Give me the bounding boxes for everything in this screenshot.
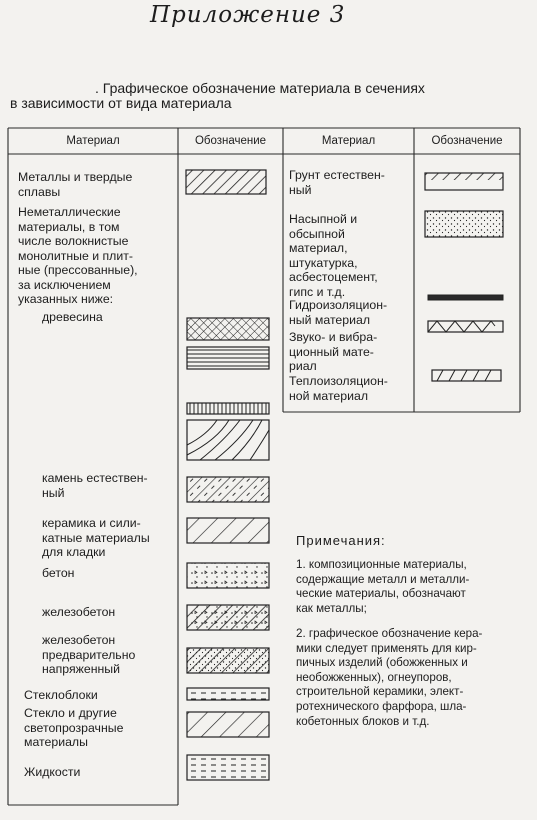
symbol-glassblocks: [187, 688, 269, 700]
material-thermal: Теплоизоляцион- ной материал: [289, 374, 388, 403]
symbol-wood-grain: [187, 420, 269, 460]
symbol-wood-cross: [187, 318, 269, 340]
symbol-wood-vertical: [187, 403, 269, 414]
column-header-material-right: Материал: [321, 135, 376, 147]
material-wood: древесина: [42, 310, 103, 324]
symbol-thermal: [432, 370, 501, 381]
material-nonmetal: Неметаллические материалы, в том числе волокнистые монолитные и плит- ные (прессованные), за исключением указанных ниже:: [18, 205, 138, 306]
symbol-metals: [186, 170, 266, 194]
symbol-wood-horizontal: [187, 347, 269, 369]
symbol-sound: [428, 321, 503, 332]
symbol-glass: [187, 712, 269, 737]
symbol-waterproof: [428, 295, 503, 300]
table-title-line-1: . Графическое обозначение материала в сечениях: [95, 80, 425, 96]
material-soil: Грунт естествен- ный: [289, 168, 385, 197]
material-glass: Стекло и другие светопрозрачные материалы: [24, 706, 124, 749]
material-prestressed: железобетон предварительно напряженный: [42, 633, 136, 676]
symbol-soil: [425, 173, 503, 190]
note-2: 2. графическое обозначение кера- мики следует применять для кир- пичных изделий (обожженных и необожженных), огнеупоров, строительной керамики, элект- ротехнического фарфора, шла- кобетонных блоков и т.д.: [296, 627, 483, 728]
material-bulk: Насыпной и обсыпной материал, штукатурка, асбестоцемент, гипс и т.д.: [289, 212, 378, 299]
column-header-symbol-left: Обозначение: [194, 135, 267, 147]
symbol-liquids: [187, 755, 269, 780]
material-metals: Металлы и твердые сплавы: [18, 170, 133, 199]
symbol-concrete: [187, 563, 269, 588]
material-sound: Звуко- и вибра- ционный мате- риал: [289, 330, 378, 373]
column-header-material-left: Материал: [66, 135, 120, 147]
material-glassblocks: Стеклоблоки: [24, 688, 98, 702]
column-header-symbol-right: Обозначение: [431, 135, 503, 147]
symbol-bulk: [425, 211, 503, 237]
table-title-line-2: в зависимости от вида материала: [10, 95, 232, 111]
material-ceramic: керамика и сили- катные материалы для кладки: [42, 516, 150, 559]
notes-heading: Примечания:: [296, 533, 386, 548]
material-stone: камень естествен- ный: [42, 471, 148, 500]
note-1: 1. композиционные материалы, содержащие металл и металли- ческие материалы, обозначают как металлы;: [296, 558, 470, 615]
material-liquids: Жидкости: [24, 765, 81, 779]
material-reinforced-concrete: железобетон: [42, 605, 116, 619]
symbol-stone: [187, 477, 269, 502]
symbol-ceramic: [187, 518, 269, 543]
symbol-prestressed: [187, 648, 269, 673]
material-waterproof: Гидроизоляцион- ный материал: [289, 298, 388, 327]
symbol-reinforced-concrete: [187, 605, 269, 630]
material-concrete: бетон: [42, 566, 75, 580]
appendix-title: Приложение 3: [150, 2, 346, 28]
